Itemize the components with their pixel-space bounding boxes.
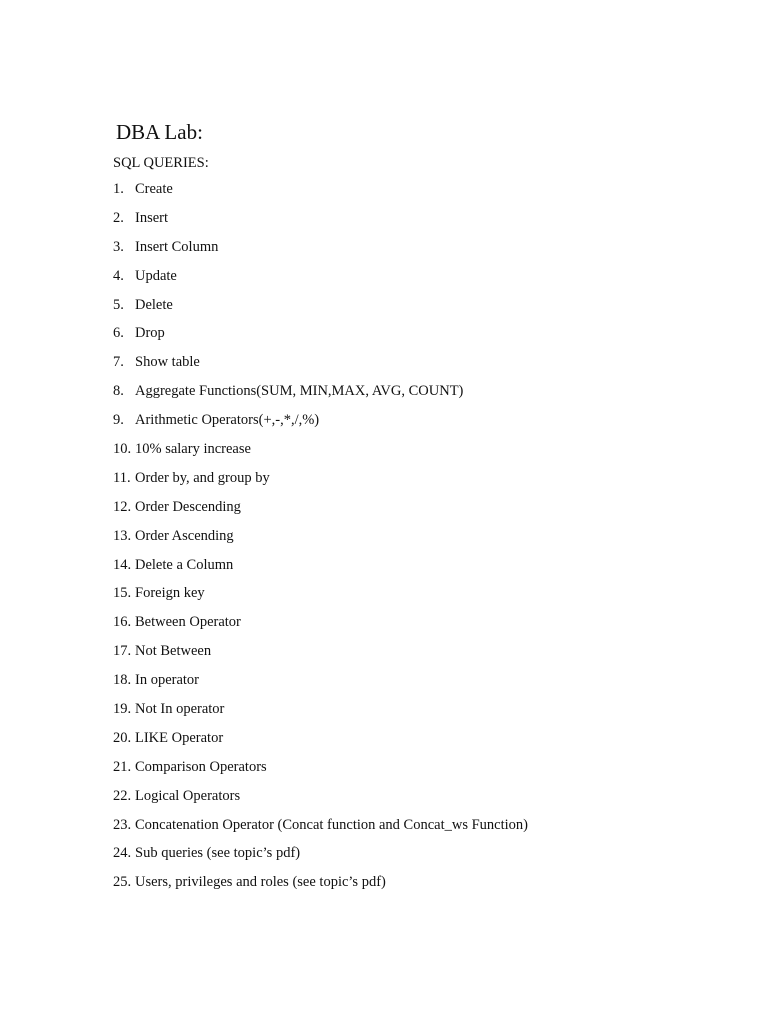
list-item-number: 15. xyxy=(113,585,132,602)
list-item-text: In operator xyxy=(135,672,200,689)
list-item-text: Arithmetic Operators(+,-,*,/,%) xyxy=(135,412,320,429)
list-item-number: 20. xyxy=(113,729,132,746)
list-item-number: 1. xyxy=(113,181,124,197)
list-item-text: Aggregate Functions(SUM, MIN,MAX, AVG, COUNT) xyxy=(135,383,464,400)
list-item xyxy=(113,324,528,353)
section-heading: SQL QUERIES: xyxy=(113,155,209,171)
list-item-text: Not In operator xyxy=(135,701,225,718)
list-item xyxy=(113,411,528,440)
document-title: DBA Lab: xyxy=(116,120,203,144)
sql-query-list xyxy=(113,180,528,902)
list-item-number: 25. xyxy=(113,874,132,891)
list-item-number: 14. xyxy=(113,556,132,573)
list-item xyxy=(113,267,528,296)
list-item-number: 11. xyxy=(113,469,131,486)
list-item-number: 3. xyxy=(113,238,124,255)
list-item xyxy=(113,353,528,382)
list-item xyxy=(113,296,528,325)
list-item-number: 4. xyxy=(113,267,124,284)
list-item-number: 12. xyxy=(113,498,132,515)
list-item-number: 5. xyxy=(113,296,124,313)
list-item xyxy=(113,180,528,209)
list-item-number: 16. xyxy=(113,614,132,631)
list-item-text: Order Ascending xyxy=(135,527,234,544)
list-item xyxy=(113,440,528,469)
list-item xyxy=(113,209,528,238)
list-item-number: 13. xyxy=(113,527,132,544)
list-item-text: Insert Column xyxy=(135,238,219,255)
list-item-text: Foreign key xyxy=(135,585,205,602)
list-item xyxy=(113,238,528,267)
list-item xyxy=(113,527,528,556)
list-item-text: Create xyxy=(135,181,173,197)
list-item-number: 7. xyxy=(113,354,124,371)
list-item xyxy=(113,729,528,758)
list-item-text: Delete xyxy=(135,296,173,313)
list-item-number: 22. xyxy=(113,787,132,804)
list-item xyxy=(113,382,528,411)
list-item-number: 17. xyxy=(113,643,132,660)
list-item-number: 24. xyxy=(113,845,132,862)
list-item xyxy=(113,642,528,671)
list-item-text: Update xyxy=(135,267,177,284)
list-item-text: Users, privileges and roles (see topic’s pdf) xyxy=(135,874,386,891)
list-item-text: Sub queries (see topic’s pdf) xyxy=(135,845,301,862)
list-item xyxy=(113,671,528,700)
list-item xyxy=(113,844,528,873)
list-item-text: Concatenation Operator (Concat function and Concat_ws Function) xyxy=(135,816,529,833)
list-item-text: Order by, and group by xyxy=(135,469,270,486)
list-item xyxy=(113,556,528,585)
list-item-text: LIKE Operator xyxy=(135,729,224,746)
list-item-text: Insert xyxy=(135,209,169,226)
list-item-text: Not Between xyxy=(135,643,212,660)
list-item-text: Between Operator xyxy=(135,614,241,631)
list-item xyxy=(113,758,528,787)
list-item xyxy=(113,613,528,642)
list-item-number: 10. xyxy=(113,441,132,458)
list-item-number: 2. xyxy=(113,209,124,226)
list-item-number: 8. xyxy=(113,383,124,400)
list-item-text: Delete a Column xyxy=(135,556,234,573)
list-item xyxy=(113,873,528,902)
list-item-text: 10% salary increase xyxy=(135,441,251,458)
list-item-number: 19. xyxy=(113,701,132,718)
list-item-number: 21. xyxy=(113,758,132,775)
list-item-number: 6. xyxy=(113,325,124,342)
list-item xyxy=(113,816,528,845)
list-item-text: Comparison Operators xyxy=(135,758,267,775)
list-item xyxy=(113,498,528,527)
list-item-text: Show table xyxy=(135,354,200,371)
list-item-text: Order Descending xyxy=(135,498,241,515)
list-item-text: Drop xyxy=(135,325,165,342)
list-item xyxy=(113,787,528,816)
list-item-text: Logical Operators xyxy=(135,787,241,804)
list-item-number: 23. xyxy=(113,816,132,833)
list-item-number: 18. xyxy=(113,672,132,689)
list-item-number: 9. xyxy=(113,412,124,429)
list-item xyxy=(113,469,528,498)
list-item xyxy=(113,584,528,613)
list-item xyxy=(113,700,528,729)
